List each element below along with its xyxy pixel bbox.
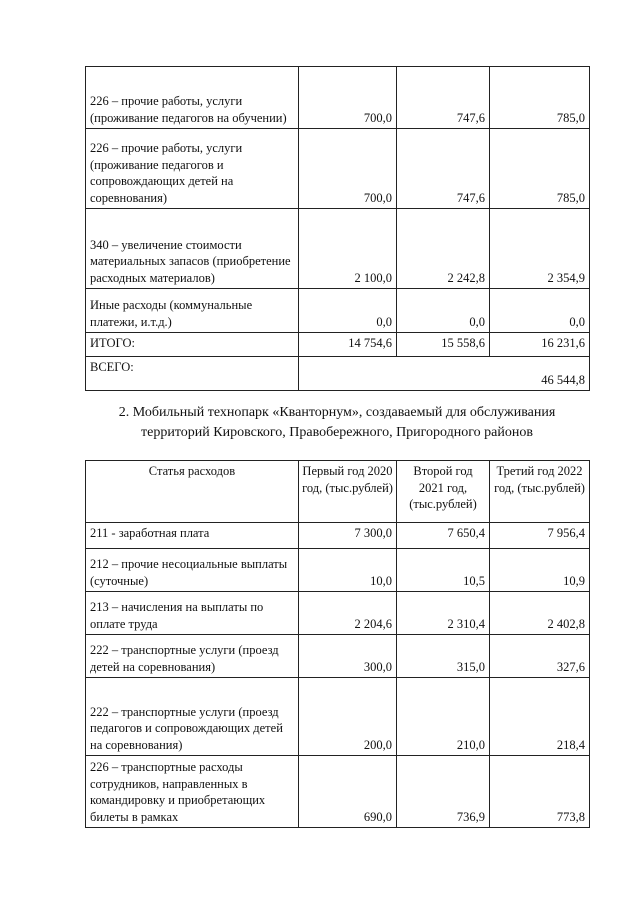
value-2022: 0,0 (490, 289, 590, 333)
value-2021: 210,0 (397, 678, 490, 756)
table-header-row (86, 461, 590, 523)
value-2021: 747,6 (397, 67, 490, 129)
value-2021: 2 310,4 (397, 592, 490, 635)
value-2022: 16 231,6 (490, 333, 590, 357)
total-value: 46 544,8 (299, 357, 590, 391)
row-label: 222 – транспортные услуги (проезд детей на соревнования) (86, 635, 299, 678)
row-label: 211 - заработная плата (86, 523, 299, 549)
row-label: 226 – прочие работы, услуги (проживание педагогов на обучении) (86, 67, 299, 129)
value-2020: 700,0 (299, 129, 397, 209)
value-2020: 14 754,6 (299, 333, 397, 357)
value-2022: 7 956,4 (490, 523, 590, 549)
row-label: 213 – начисления на выплаты по оплате труда (86, 592, 299, 635)
value-2021: 747,6 (397, 129, 490, 209)
value-2020: 0,0 (299, 289, 397, 333)
value-2022: 785,0 (490, 129, 590, 209)
row-label: 226 – транспортные расходы сотрудников, направленных в командировку и приобретающих билеты в рамках (86, 756, 299, 828)
value-2022: 2 402,8 (490, 592, 590, 635)
table-row (86, 67, 590, 129)
value-2020: 700,0 (299, 67, 397, 129)
table-row (86, 635, 590, 678)
value-2022: 773,8 (490, 756, 590, 828)
table-row (86, 129, 590, 209)
value-2020: 690,0 (299, 756, 397, 828)
table-row (86, 523, 590, 549)
value-2021: 736,9 (397, 756, 490, 828)
total-label: ВСЕГО: (86, 357, 299, 391)
value-2022: 2 354,9 (490, 209, 590, 289)
value-2021: 2 242,8 (397, 209, 490, 289)
value-2022: 785,0 (490, 67, 590, 129)
column-header: Третий год 2022 год, (тыс.рублей) (490, 461, 590, 523)
value-2022: 327,6 (490, 635, 590, 678)
value-2021: 10,5 (397, 549, 490, 592)
table-row (86, 756, 590, 828)
table-row (86, 549, 590, 592)
column-header: Статья расходов (86, 461, 299, 523)
expense-table-1 (85, 66, 590, 391)
table-row (86, 357, 590, 391)
value-2020: 200,0 (299, 678, 397, 756)
table-row (86, 209, 590, 289)
value-2020: 2 100,0 (299, 209, 397, 289)
row-label: 226 – прочие работы, услуги (проживание педагогов и сопровождающих детей на соревнования) (86, 129, 299, 209)
column-header: Первый год 2020 год, (тыс.рублей) (299, 461, 397, 523)
value-2021: 315,0 (397, 635, 490, 678)
section-heading: 2. Мобильный технопарк «Кванторнум», создаваемый для обслуживания территорий Кировского, Правобережного, Пригородного районов (118, 405, 556, 440)
table-row (86, 678, 590, 756)
row-label: 222 – транспортные услуги (проезд педагогов и сопровождающих детей на соревнования) (86, 678, 299, 756)
value-2021: 7 650,4 (397, 523, 490, 549)
table-row (86, 592, 590, 635)
value-2020: 7 300,0 (299, 523, 397, 549)
row-label: ИТОГО: (86, 333, 299, 357)
value-2021: 0,0 (397, 289, 490, 333)
value-2022: 10,9 (490, 549, 590, 592)
table-row (86, 289, 590, 333)
row-label: Иные расходы (коммунальные платежи, и.т.д.) (86, 289, 299, 333)
column-header: Второй год 2021 год, (тыс.рублей) (397, 461, 490, 523)
table-row (86, 333, 590, 357)
value-2021: 15 558,6 (397, 333, 490, 357)
value-2020: 10,0 (299, 549, 397, 592)
value-2022: 218,4 (490, 678, 590, 756)
value-2020: 2 204,6 (299, 592, 397, 635)
row-label: 212 – прочие несоциальные выплаты (суточные) (86, 549, 299, 592)
expense-table-2 (85, 460, 590, 828)
row-label: 340 – увеличение стоимости материальных запасов (приобретение расходных материалов) (86, 209, 299, 289)
value-2020: 300,0 (299, 635, 397, 678)
